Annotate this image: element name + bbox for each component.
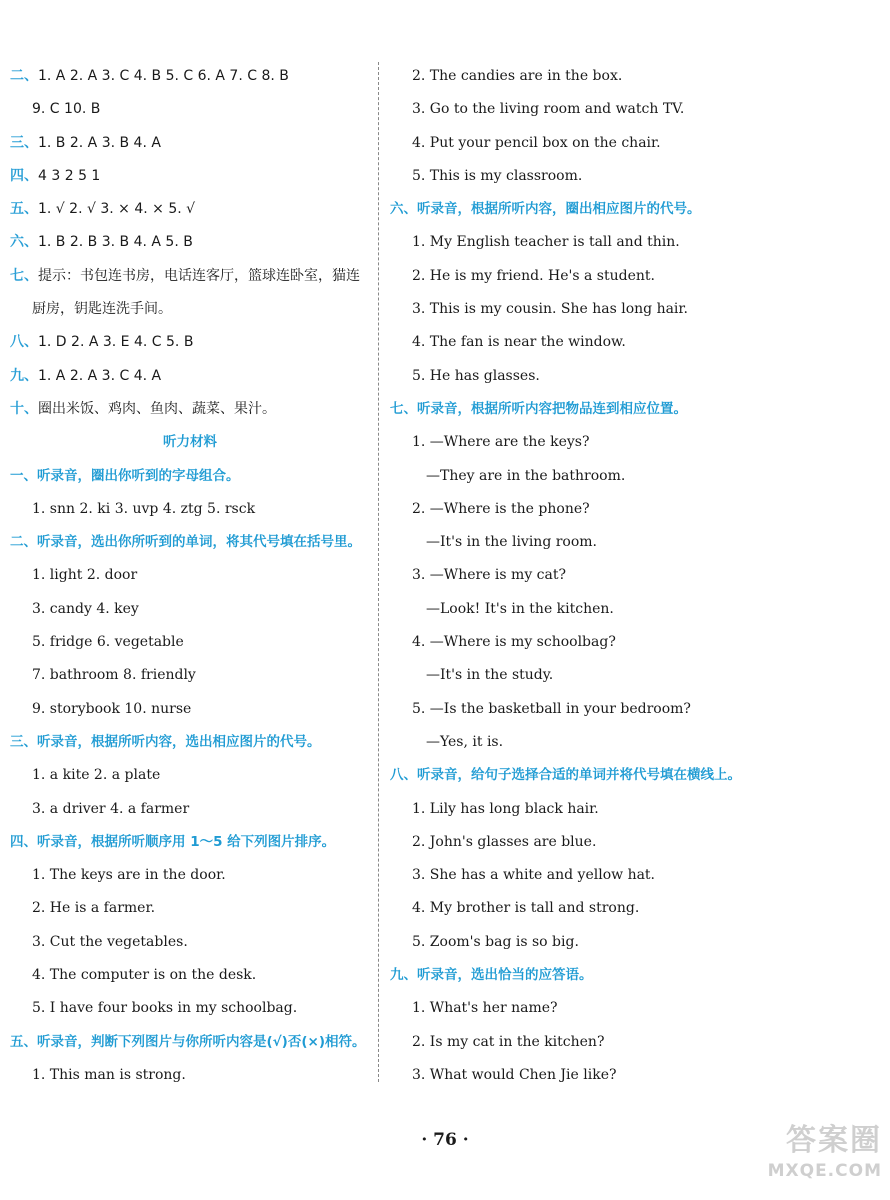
transcript-line: 5. fridge 6. vegetable xyxy=(32,634,184,651)
answer-text: 1. B 2. A 3. B 4. A xyxy=(38,134,161,151)
transcript-line: 1. —Where are the keys? xyxy=(412,434,590,451)
section-heading: 一、听录音，圈出你听到的字母组合。 xyxy=(10,467,240,484)
transcript-line: 4. The fan is near the window. xyxy=(412,334,626,351)
answer-text: 提示：书包连书房，电话连客厅，篮球连卧室，猫连 xyxy=(38,267,360,284)
answer-line xyxy=(10,160,370,193)
transcript-line: 9. storybook 10. nurse xyxy=(32,700,192,717)
answer-line xyxy=(10,360,370,393)
transcript-line: 2. He is my friend. He's a student. xyxy=(412,267,655,284)
answer-line xyxy=(10,60,370,93)
transcript-line: 4. Put your pencil box on the chair. xyxy=(412,134,661,151)
answer-section-number: 十、 xyxy=(10,400,38,417)
transcript-line: —It's in the living room. xyxy=(426,534,598,551)
answer-line xyxy=(10,226,370,259)
transcript-line: 3. She has a white and yellow hat. xyxy=(412,867,656,884)
right-column xyxy=(390,60,870,1092)
transcript-line: 1. My English teacher is tall and thin. xyxy=(412,234,680,251)
answer-line xyxy=(10,293,370,326)
answer-text: 1. D 2. A 3. E 4. C 5. B xyxy=(38,334,194,351)
section-heading: 六、听录音，根据所听内容，圈出相应图片的代号。 xyxy=(390,201,701,218)
transcript-line: —Look! It's in the kitchen. xyxy=(426,600,614,617)
answer-text: 1. A 2. A 3. C 4. A xyxy=(38,367,162,384)
answer-text: 1. √ 2. √ 3. × 4. × 5. √ xyxy=(38,201,196,218)
watermark-url: MXQE.COM xyxy=(767,1161,882,1181)
transcript-line: 1. This man is strong. xyxy=(32,1066,186,1083)
section-heading: 二、听录音，选出你所听到的单词，将其代号填在括号里。 xyxy=(10,534,361,551)
transcript-line: 7. bathroom 8. friendly xyxy=(32,667,196,684)
answer-text: 1. A 2. A 3. C 4. B 5. C 6. A 7. C 8. B xyxy=(38,68,289,84)
answer-line xyxy=(10,393,370,426)
transcript-line: —Yes, it is. xyxy=(426,733,504,750)
transcript-line: 1. light 2. door xyxy=(32,567,138,584)
section-heading: 七、听录音，根据所听内容把物品连到相应位置。 xyxy=(390,400,687,417)
transcript-line: 3. Go to the living room and watch TV. xyxy=(412,101,685,118)
answer-line xyxy=(10,326,370,359)
answer-section-number: 二、 xyxy=(10,68,38,84)
transcript-line: 1. snn 2. ki 3. uvp 4. ztg 5. rsck xyxy=(32,500,256,517)
answer-section-number: 四、 xyxy=(10,167,38,184)
transcript-line: 2. Is my cat in the kitchen? xyxy=(412,1033,605,1050)
transcript-line: 2. He is a farmer. xyxy=(32,900,156,917)
page-number: · 76 · xyxy=(421,1130,469,1150)
transcript-line: 5. I have four books in my schoolbag. xyxy=(32,1000,298,1017)
column-divider xyxy=(378,62,379,1082)
answer-text: 4 3 2 5 1 xyxy=(38,167,101,184)
transcript-line: 3. Cut the vegetables. xyxy=(32,933,188,950)
transcript-line: 5. This is my classroom. xyxy=(412,167,583,184)
left-column xyxy=(10,60,370,1092)
transcript-line: 1. The keys are in the door. xyxy=(32,867,226,884)
answer-text: 圈出米饭、鸡肉、鱼肉、蔬菜、果汁。 xyxy=(38,400,276,417)
transcript-line: 5. —Is the basketball in your bedroom? xyxy=(412,700,691,717)
transcript-line: 1. What's her name? xyxy=(412,1000,558,1017)
answer-line xyxy=(10,193,370,226)
answer-section-number: 六、 xyxy=(10,234,38,251)
transcript-line: 3. a driver 4. a farmer xyxy=(32,800,190,817)
transcript-line: 1. Lily has long black hair. xyxy=(412,800,599,817)
section-heading: 九、听录音，选出恰当的应答语。 xyxy=(390,967,593,984)
section-heading: 五、听录音，判断下列图片与你所听内容是(√)否(×)相符。 xyxy=(10,1033,366,1050)
transcript-line: 2. —Where is the phone? xyxy=(412,500,590,517)
transcript-line: 4. The computer is on the desk. xyxy=(32,967,257,984)
section-heading: 八、听录音，给句子选择合适的单词并将代号填在横线上。 xyxy=(390,767,741,784)
answer-section-number: 八、 xyxy=(10,334,38,351)
section-heading: 四、听录音，根据所听顺序用 1～5 给下列图片排序。 xyxy=(10,833,336,850)
watermark-logo xyxy=(752,1122,882,1192)
transcript-line: 3. What would Chen Jie like? xyxy=(412,1066,617,1083)
transcript-line: —They are in the bathroom. xyxy=(426,467,626,484)
transcript-line: 3. candy 4. key xyxy=(32,600,139,617)
transcript-line: 5. He has glasses. xyxy=(412,367,540,384)
answer-line xyxy=(10,127,370,160)
transcript-line: 4. —Where is my schoolbag? xyxy=(412,634,616,651)
transcript-line: 2. The candies are in the box. xyxy=(412,68,623,84)
transcript-line: 4. My brother is tall and strong. xyxy=(412,900,640,917)
answer-line xyxy=(10,93,370,126)
section-heading: 三、听录音，根据所听内容，选出相应图片的代号。 xyxy=(10,733,321,750)
watermark-brand: 答案圈 xyxy=(786,1123,882,1158)
answer-line xyxy=(10,260,370,293)
answer-section-number: 五、 xyxy=(10,201,38,218)
transcript-line: 1. a kite 2. a plate xyxy=(32,767,161,784)
answer-section-number: 九、 xyxy=(10,367,38,384)
transcript-line: 5. Zoom's bag is so big. xyxy=(412,933,579,950)
answer-text: 9. C 10. B xyxy=(32,101,101,118)
transcript-line: 3. This is my cousin. She has long hair. xyxy=(412,301,689,318)
transcript-line: —It's in the study. xyxy=(426,667,554,684)
transcript-line: 3. —Where is my cat? xyxy=(412,567,566,584)
answer-text: 厨房，钥匙连洗手间。 xyxy=(32,301,172,318)
answer-section-number: 三、 xyxy=(10,134,38,151)
answer-text: 1. B 2. B 3. B 4. A 5. B xyxy=(38,234,193,251)
listening-materials-title: 听力材料 xyxy=(163,434,217,451)
answer-section-number: 七、 xyxy=(10,267,38,284)
transcript-line: 2. John's glasses are blue. xyxy=(412,833,597,850)
